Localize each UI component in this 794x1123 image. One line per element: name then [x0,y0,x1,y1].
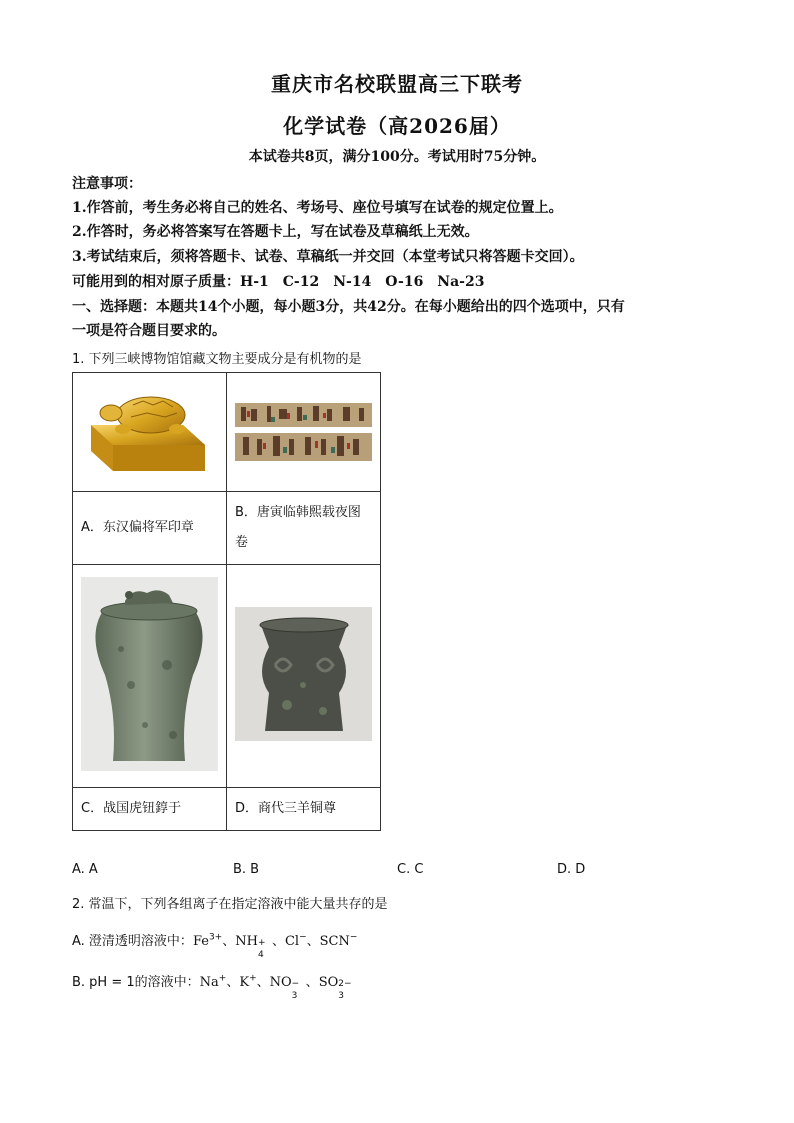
artifact-d-caption: D．商代三羊铜尊 [235,801,337,816]
artifact-c-caption-cell [73,788,227,831]
q1-option-b: B. B [233,862,260,877]
ion-scn-charge: − [349,932,358,943]
artifact-a-caption: A．东汉偏将军印章 [81,520,194,535]
gold-turtle-seal-image [73,373,226,487]
ion-so3-charge: 2− [338,979,352,989]
separator: 、 [256,975,270,990]
artifact-b-caption-line2: 卷 [235,535,249,550]
separator: 、 [226,975,240,990]
q1-stem: 1. 下列三峡博物馆馆藏文物主要成分是有机物的是 [72,352,362,367]
ion-so: SO [318,975,339,990]
ion-k: K [239,975,250,990]
artifact-b-image-cell [227,373,381,492]
separator: 、 [222,934,236,949]
separator: 、 [305,975,319,990]
ion-no: NO [269,975,292,990]
artifact-d-image-cell [227,565,381,788]
artifact-d-caption-cell [227,788,381,831]
artifact-c-caption: C．战国虎钮錞于 [81,801,182,816]
bronze-zun-vessel-image [227,565,380,783]
note-item-2: 2.作答时，务必将答案写在答题卡上，写在试卷及草稿纸上无效。 [72,224,479,240]
q1-option-a: A. A [72,862,98,877]
exam-info: 本试卷共8页，满分100分。考试用时75分钟。 [248,149,546,165]
artifact-c-image-cell [73,565,227,788]
ion-nh4-charge: + [257,938,266,948]
exam-title: 重庆市名校联盟高三下联考 [271,72,523,96]
q1-artifact-table [72,372,381,831]
ion-so3-subscript: 3 [338,991,344,1001]
q2-option-b-prefix: B. pH = 1的溶液中： [72,975,200,990]
note-item-1: 1.作答前，考生务必将自己的姓名、考场号、座位号填写在试卷的规定位置上。 [72,200,563,216]
bronze-tiger-chunyu-image [73,565,226,783]
separator: 、 [306,934,320,949]
painting-scroll-image [227,373,380,487]
q1-option-d: D. D [557,862,586,877]
ion-no3-charge: − [291,979,300,989]
ion-scn: SCN [319,934,350,949]
q2-option-a-prefix: A. 澄清透明溶液中： [72,934,193,949]
ion-no3-subscript: 3 [291,991,298,1001]
ion-na: Na [199,975,219,990]
artifact-b-caption-line1: B．唐寅临韩熙载夜图 [235,505,361,520]
ion-fe: Fe [192,934,209,949]
section1-instructions-2: 一项是符合题目要求的。 [72,323,226,339]
q2-option-b [72,971,356,1001]
section1-instructions-1: 一、选择题：本题共14个小题，每小题3分，共42分。在每小题给出的四个选项中，只有 [72,299,625,315]
artifact-a-caption-cell [73,492,227,565]
ion-fe-charge: 3+ [208,932,223,943]
ion-cl: Cl [284,934,300,949]
separator: 、 [271,934,285,949]
q1-option-c: C. C [397,862,424,877]
ion-cl-charge: − [299,932,307,943]
artifact-b-caption-cell [227,492,381,565]
note-item-3: 3.考试结束后，须将答题卡、试卷、草稿纸一并交回（本堂考试只将答题卡交回）。 [72,249,584,265]
ion-nh: NH [235,934,258,949]
ion-nh4-subscript: 4 [257,950,264,960]
q2-stem: 2. 常温下，下列各组离子在指定溶液中能大量共存的是 [72,897,388,912]
artifact-a-image-cell [73,373,227,492]
q2-option-a [72,930,358,960]
ion-na-charge: + [218,973,227,984]
notes-heading: 注意事项： [72,176,142,192]
atomic-masses: 可能用到的相对原子质量：H-1 C-12 N-14 O-16 Na-23 [72,274,485,290]
ion-k-charge: + [249,973,257,984]
exam-subject: 化学试卷（高2026届） [283,114,511,138]
